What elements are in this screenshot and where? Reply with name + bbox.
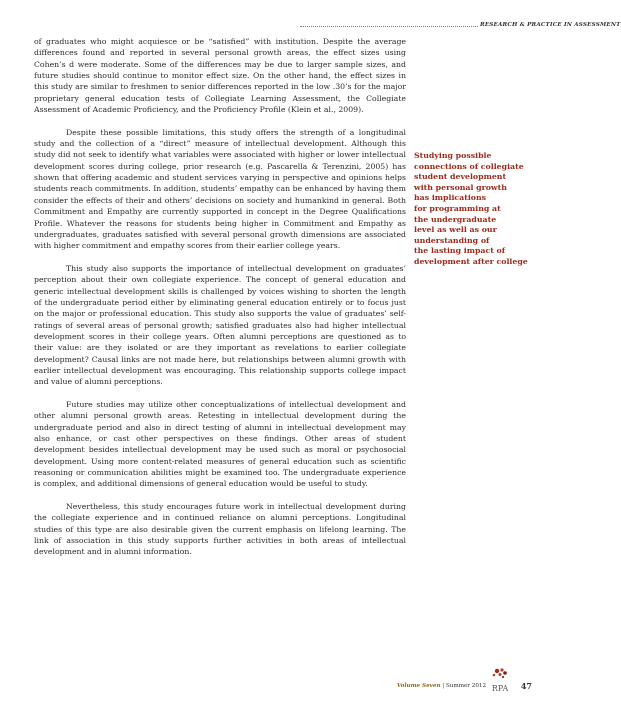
page-number: 47	[520, 681, 532, 691]
pull-quote-line: has implications	[414, 193, 487, 203]
pull-quote-line: the undergraduate	[414, 214, 497, 224]
pull-quote-line: connections of collegiate	[414, 161, 524, 171]
paragraph-4: Future studies may utilize other conceptualizations of intellectual development and other alumni personal growth areas. Retesting in intellectual development during the undergraduate period and also in direct testing of alumni in intellectual development may also enhance, or cast other perspectives on these findings. Other areas of student development besides intellectual development may be used such as moral or psychosocial development. Using more content-related measures of general education such as scientific reasoning or communication abilities might be examined too. The undergraduate experience is complex, and additional dimensions of general education would be useful to study.	[34, 400, 406, 489]
pull-quote-line: Studying possible	[414, 151, 492, 160]
pull-quote-line: the lasting impact of	[414, 246, 506, 256]
running-head: RESEARCH & PRACTICE IN ASSESSMENT	[480, 22, 621, 28]
pull-quote-line: level as well as our	[414, 225, 497, 235]
pull-quote-line: understanding of	[414, 235, 490, 245]
pull-quote-line: development after college	[414, 256, 528, 266]
paragraph-2: Despite these possible limitations, this study offers the strength of a longitudinal study and the collection of a “direct” measure of intellectual development. Although this study did not seek to identify what variables were associated with higher or lower intellectual development scores during college, prior research (e.g. Pascarella & Terenzini, 2005) has shown that offering academic and student services varying in perspective and opinions helps students reach commitments. In addition, students’ empathy can be enhanced by having them consider the effects of their and others’ decisions on society and humankind in general. Both Commitment and Empathy are currently supported in concept in the Degree Qualifications Profile. Whatever the reasons for students being higher in Commitment and Empathy as undergraduates, graduates satisfied with several personal growth dimensions are associated with higher commitment and empathy scores from their earlier college years.	[34, 127, 406, 251]
page-footer	[392, 679, 532, 695]
pull-quote	[414, 151, 532, 268]
paragraph-3: This study also supports the importance of intellectual development on graduates’ perception about their own collegiate experience. The concept of general education and generic intellectual development skills is challenged by voices wishing to shorten the length of the undergraduate period either by eliminating general education entirely or to focus just on the major or professional education. This study also supports the value of graduates’ self-ratings of several areas of personal growth; satisfied graduates also had higher intellectual development scores in their college years. Often alumni perceptions are questioned as to their value: are they isolated or are they important as revelations to earlier collegiate development? Causal links are not made here, but relationships between alumni growth with earlier intellectual development was encouraging. This relationship supports college impact and value of alumni perceptions.	[34, 263, 406, 387]
header-dotted-rule	[300, 26, 478, 27]
pull-quote-line: with personal growth	[414, 182, 507, 192]
article-body	[34, 36, 406, 569]
footer-volume	[397, 683, 486, 689]
issue-label: | Summer 2012	[440, 683, 486, 689]
pull-quote-line: for programming at	[414, 203, 501, 213]
paragraph-5: Nevertheless, this study encourages future work in intellectual development during the collegiate experience and in continued reliance on alumni perceptions. Longitudinal studies of this type are also desirable given the current emphasis on lifelong learning. The link of association in this study supports further activities in both areas of intellectual development and in alumni information.	[34, 502, 406, 557]
rpa-logo-icon	[488, 667, 512, 695]
paragraph-1: of graduates who might acquiesce or be “satisfied” with institution. Despite the average differences found and reported in several personal growth areas, the effect sizes using Cohen’s d were moderate. Some of the differences may be due to larger sample sizes, and future studies should continue to monitor effect size. On the other hand, the effect sizes in this study are similar to freshmen to senior differences reported in the low .30’s for the major proprietary general education tests of Collegiate Learning Assessment, the Collegiate Assessment of Academic Proficiency, and the Proficiency Profile (Klein et al., 2009).	[34, 37, 406, 115]
pull-quote-line: student development	[414, 172, 507, 182]
logo-text: RPA	[491, 684, 509, 693]
volume-label: Volume Seven	[396, 683, 441, 689]
